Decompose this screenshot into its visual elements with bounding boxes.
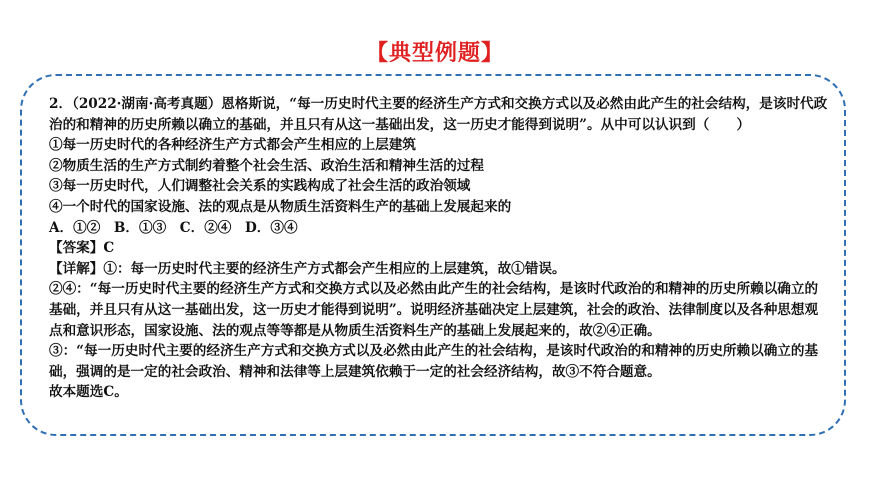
explanation-conclusion: 故本题选C。: [49, 384, 128, 401]
question-stem: 2．（2022·湖南·高考真题）恩格斯说，“每一历史时代主要的经济生产方式和交换方式以及必然由此产生的社会结构，是该时代政治的和精神的历史所赖以确立的基础，并且只有从这一基础出发，这一历史才能得到说明”。从中可以认识到（ ）: [49, 96, 828, 133]
statement-3: ③每一历史时代，人们调整社会关系的实践构成了社会生活的政治领域: [49, 178, 471, 195]
explanation-line-2: ②④：“每一历史时代主要的经济生产方式和交换方式以及必然由此产生的社会结构，是该时代政治的和精神的历史所赖以确立的基础，并且只有从这一基础出发，这一历史才能得到说明”。说明经济基础决定上层建筑，社会的政治、法律制度以及各种思想观点和意识形态，国家设施、法的观点等等都是从物质生活资料生产的基础上发展起来的，故②④正确。: [49, 281, 819, 339]
answer-options: A．①② B．①③ C．②④ D．③④: [49, 219, 298, 236]
section-title: 【典型例题】: [365, 41, 504, 66]
explanation-line-1: 【详解】①：每一历史时代主要的经济生产方式都会产生相应的上层建筑，故①错误。: [49, 260, 566, 277]
answer-line: 【答案】C: [49, 240, 115, 257]
question-content: [49, 94, 829, 403]
statement-4: ④一个时代的国家设施、法的观点是从物质生活资料生产的基础上发展起来的: [49, 198, 512, 215]
explanation-line-3: ③：“每一历史时代主要的经济生产方式和交换方式以及必然由此产生的社会结构，是该时代政治的和精神的历史所赖以确立的基础，强调的是一定的社会政治、精神和法律等上层建筑依赖于一定的社会经济结构，故③不符合题意。: [49, 343, 819, 380]
statement-2: ②物质生活的生产方式制约着整个社会生活、政治生活和精神生活的过程: [49, 157, 484, 174]
statement-1: ①每一历史时代的各种经济生产方式都会产生相应的上层建筑: [49, 137, 417, 154]
